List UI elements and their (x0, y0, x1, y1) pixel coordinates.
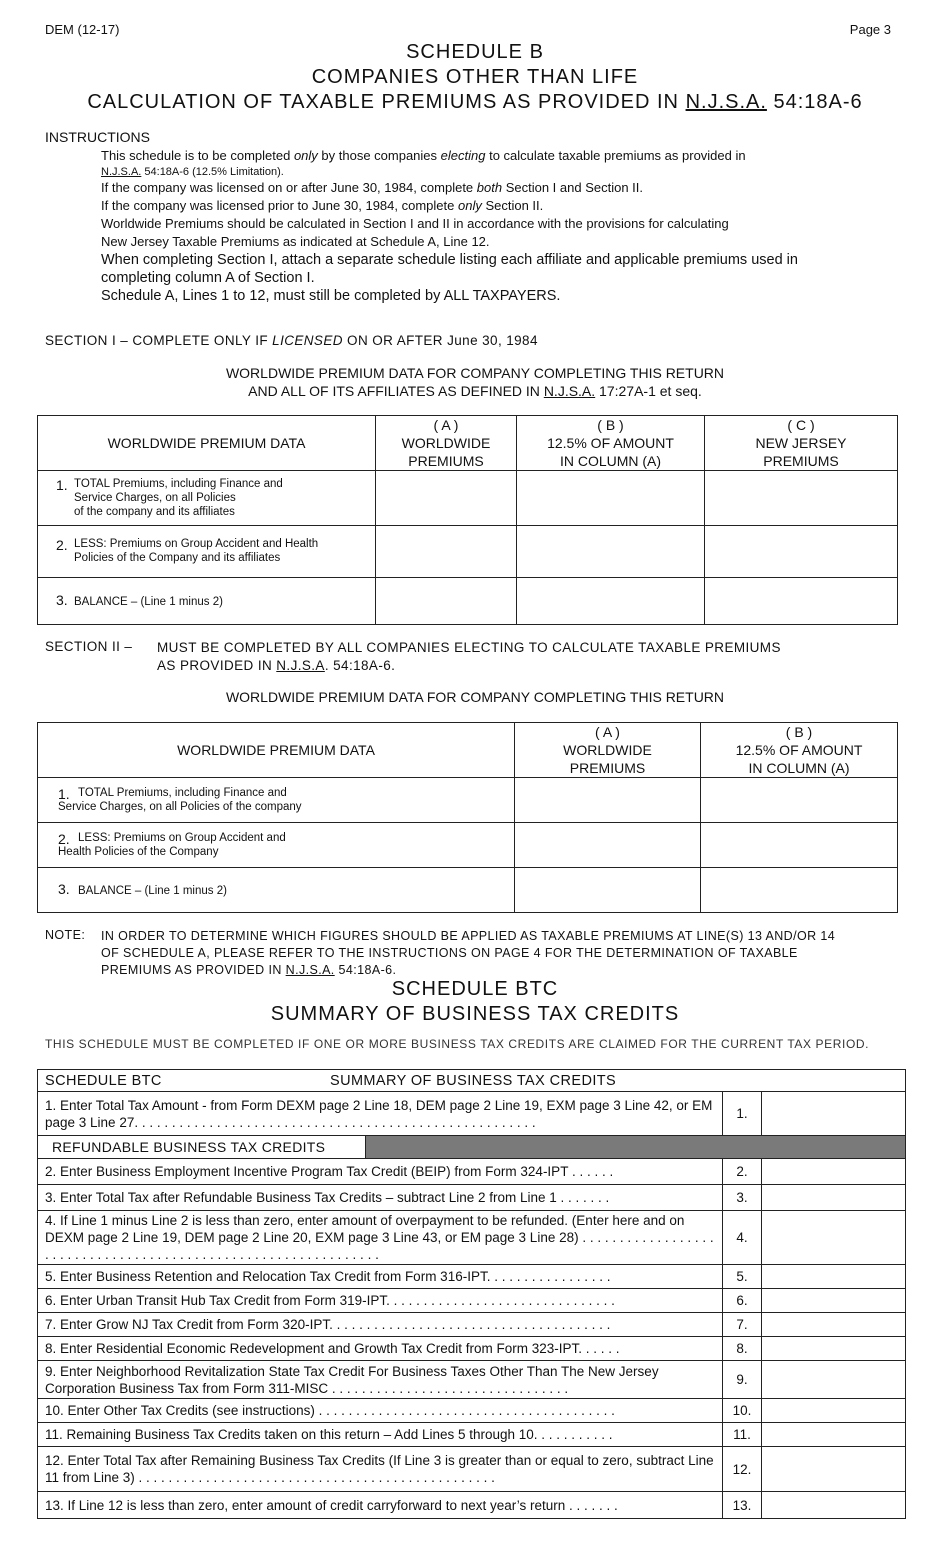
btc-table-header: SCHEDULE BTC SUMMARY OF BUSINESS TAX CREDITS (38, 1070, 906, 1092)
btc-intro: THIS SCHEDULE MUST BE COMPLETED IF ONE OR MORE BUSINESS TAX CREDITS ARE CLAIMED FOR THE CURRENT TAX PERIOD. (45, 1037, 870, 1051)
btc-line-text: 3. Enter Total Tax after Refundable Business Tax Credits – subtract Line 2 from Line 1 . . . . . . . (38, 1185, 723, 1211)
table-row (38, 1492, 906, 1519)
btc-line-number: 3. (723, 1185, 762, 1211)
table-row (38, 868, 898, 913)
amount-input[interactable] (762, 1447, 906, 1492)
schedule-title: SCHEDULE B (406, 41, 544, 63)
row-label: 2. LESS: Premiums on Group Accident and Health Policies of the Company and its affiliates (38, 526, 376, 578)
btc-line-text: 9. Enter Neighborhood Revitalization State Tax Credit For Business Taxes Other Than The New Jersey Corporation Business Tax from Form 311-MISC . . . . . . . . . . . . . . . . . . . . . . . . . . . . . . . . (38, 1361, 723, 1399)
table-row (38, 1447, 906, 1492)
btc-line-text: 2. Enter Business Employment Incentive Program Tax Credit (BEIP) from Form 324-IPT . . . . . . (38, 1159, 723, 1185)
btc-line-text: 12. Enter Total Tax after Remaining Business Tax Credits (If Line 3 is greater than or equal to zero, subtract Line 11 from Line 3) . . . . . . . . . . . . . . . . . . . . . . . . . . . . . . . . . . . . . . . . . . . . . . . . (38, 1447, 723, 1492)
table-row (38, 1313, 906, 1337)
amount-input[interactable] (705, 526, 898, 578)
amount-input[interactable] (762, 1492, 906, 1519)
amount-input[interactable] (701, 778, 898, 823)
btc-line-text: 5. Enter Business Retention and Relocation Tax Credit from Form 316-IPT. . . . . . . . . . . . . . . . . (38, 1265, 723, 1289)
amount-input[interactable] (517, 578, 705, 625)
instructions-heading: INSTRUCTIONS (45, 129, 150, 145)
section2-subtitle: WORLDWIDE PREMIUM DATA FOR COMPANY COMPLETING THIS RETURN (225, 689, 725, 705)
btc-line-number: 13. (723, 1492, 762, 1519)
schedule-subtitle: COMPANIES OTHER THAN LIFE (311, 66, 639, 88)
amount-input[interactable] (515, 778, 701, 823)
table-row (38, 1265, 906, 1289)
btc-line-text: 7. Enter Grow NJ Tax Credit from Form 320-IPT. . . . . . . . . . . . . . . . . . . . . . . . . . . . . . . . . . . . . . (38, 1313, 723, 1337)
table-row (38, 578, 898, 625)
table-row (38, 1211, 906, 1265)
calculation-title: CALCULATION OF TAXABLE PREMIUMS AS PROVIDED IN N.J.S.A. 54:18A-6 (87, 91, 863, 113)
section1-col-a-header: ( A ) WORLDWIDE PREMIUMS (376, 416, 517, 471)
amount-input[interactable] (376, 578, 517, 625)
amount-input[interactable] (762, 1185, 906, 1211)
section1-subtitle-2: AND ALL OF ITS AFFILIATES AS DEFINED IN N.J.S.A. 17:27A-1 et seq. (248, 383, 702, 399)
amount-input[interactable] (762, 1211, 906, 1265)
section2-col-a-header: ( A ) WORLDWIDE PREMIUMS (515, 723, 701, 778)
btc-line-number: 9. (723, 1361, 762, 1399)
amount-input[interactable] (762, 1265, 906, 1289)
table-row (38, 1185, 906, 1211)
btc-line-number: 5. (723, 1265, 762, 1289)
form-id: DEM (12-17) (45, 22, 120, 37)
btc-line-number: 6. (723, 1289, 762, 1313)
note-text: IN ORDER TO DETERMINE WHICH FIGURES SHOULD BE APPLIED AS TAXABLE PREMIUMS AT LINE(S) 13 AND/OR 14 OF SCHEDULE A, PLEASE REFER TO THE INSTRUCTIONS ON PAGE 4 FOR THE DETERMINATION OF TAXABLE PREMIUMS AS PROVIDED IN N.J.S.A. 54:18A-6. (101, 929, 836, 977)
section2-heading-label: SECTION II – (45, 639, 133, 654)
amount-input[interactable] (762, 1313, 906, 1337)
table-row (38, 1289, 906, 1313)
note-label: NOTE: (45, 928, 86, 942)
section1-table (37, 415, 898, 625)
btc-table (37, 1069, 906, 1519)
btc-line-number: 2. (723, 1159, 762, 1185)
btc-line-number: 4. (723, 1211, 762, 1265)
amount-input[interactable] (762, 1361, 906, 1399)
amount-input[interactable] (705, 471, 898, 526)
table-row (38, 1159, 906, 1185)
btc-line-number: 10. (723, 1399, 762, 1423)
amount-input[interactable] (376, 471, 517, 526)
btc-line-text: 4. If Line 1 minus Line 2 is less than zero, enter amount of overpayment to be refunded. (Enter here and on DEXM page 2 Line 19, DEM page 2 Line 20, EXM page 3 Line 43, or EM page 3 Line 28) . . . . . . . . . . . . . . . . . . . . . . . . . . . . . . . . . . . . . . . . . . . . . . . . . . . . . . . . . . . . . . . (38, 1211, 723, 1265)
amount-input[interactable] (701, 868, 898, 913)
btc-line-text: 10. Enter Other Tax Credits (see instructions) . . . . . . . . . . . . . . . . . . . . . . . . . . . . . . . . . . . . . . . . (38, 1399, 723, 1423)
table-row (38, 823, 898, 868)
section1-col-b-header: ( B ) 12.5% OF AMOUNT IN COLUMN (A) (517, 416, 705, 471)
amount-input[interactable] (762, 1399, 906, 1423)
section2-col-b-header: ( B ) 12.5% OF AMOUNT IN COLUMN (A) (701, 723, 898, 778)
table-row (38, 1337, 906, 1361)
amount-input[interactable] (517, 526, 705, 578)
amount-input[interactable] (517, 471, 705, 526)
btc-line-text: 6. Enter Urban Transit Hub Tax Credit from Form 319-IPT. . . . . . . . . . . . . . . . . . . . . . . . . . . . . . . (38, 1289, 723, 1313)
btc-title: SCHEDULE BTC (391, 978, 559, 1000)
btc-line-number: 1. (723, 1092, 762, 1136)
amount-input[interactable] (762, 1092, 906, 1136)
amount-input[interactable] (701, 823, 898, 868)
section1-heading: SECTION I – COMPLETE ONLY IF LICENSED ON OR AFTER June 30, 1984 (45, 333, 538, 348)
instructions-body: This schedule is to be completed only by those companies electing to calculate taxable premiums as provided in N.J.S.A. 54:18A-6 (12.5% Limitation). If the company was licensed on or after June 30, 1984, complete both Section I and Section II. If the company was licensed prior to June 30, 1984, complete only Section II. Worldwide Premiums should be calculated in Section I and II in accordance with the provisions for calculating New Jersey Taxable Premiums as indicated at Schedule A, Line 12. When completing Section I, attach a separate schedule listing each affiliate and applicable premiums used in completing column A of Section I. Schedule A, Lines 1 to 12, must still be completed by ALL TAXPAYERS. (101, 148, 798, 304)
table-row (38, 526, 898, 578)
table-row (38, 1361, 906, 1399)
section2-heading: MUST BE COMPLETED BY ALL COMPANIES ELECTING TO CALCULATE TAXABLE PREMIUMS AS PROVIDED IN N.J.S.A. 54:18A-6. (157, 640, 781, 673)
section2-col-label: WORLDWIDE PREMIUM DATA (38, 723, 515, 778)
page-number: Page 3 (849, 22, 891, 37)
btc-line-number: 8. (723, 1337, 762, 1361)
amount-input[interactable] (515, 868, 701, 913)
amount-input[interactable] (762, 1159, 906, 1185)
row-label: 1. TOTAL Premiums, including Finance and Service Charges, on all Policies of the company and its affiliates (38, 471, 376, 526)
btc-subtitle: SUMMARY OF BUSINESS TAX CREDITS (270, 1003, 680, 1025)
amount-input[interactable] (705, 578, 898, 625)
table-row (38, 1423, 906, 1447)
section1-col-label: WORLDWIDE PREMIUM DATA (38, 416, 376, 471)
row-label: 3. BALANCE – (Line 1 minus 2) (38, 868, 515, 913)
section2-table (37, 722, 898, 913)
amount-input[interactable] (515, 823, 701, 868)
btc-line-text: 13. If Line 12 is less than zero, enter amount of credit carryforward to next year’s return . . . . . . . (38, 1492, 723, 1519)
table-row (38, 1399, 906, 1423)
row-label: 1. TOTAL Premiums, including Finance and Service Charges, on all Policies of the company (38, 778, 515, 823)
btc-line-number: 11. (723, 1423, 762, 1447)
btc-line-text: 1. Enter Total Tax Amount - from Form DEXM page 2 Line 18, DEM page 2 Line 19, EXM page 3 Line 42, or EM page 3 Line 27. . . . . . . . . . . . . . . . . . . . . . . . . . . . . . . . . . . . . . . . . . . . . . . . . . . . . . (38, 1092, 723, 1136)
row-label: 3. BALANCE – (Line 1 minus 2) (38, 578, 376, 625)
section1-subtitle-1: WORLDWIDE PREMIUM DATA FOR COMPANY COMPLETING THIS RETURN (225, 365, 725, 381)
amount-input[interactable] (762, 1289, 906, 1313)
table-row (38, 778, 898, 823)
refundable-header: REFUNDABLE BUSINESS TAX CREDITS (38, 1136, 906, 1159)
table-row (38, 471, 898, 526)
btc-line-text: 8. Enter Residential Economic Redevelopment and Growth Tax Credit from Form 323-IPT. . . . . . (38, 1337, 723, 1361)
section1-col-c-header: ( C ) NEW JERSEY PREMIUMS (705, 416, 898, 471)
btc-line-number: 12. (723, 1447, 762, 1492)
amount-input[interactable] (762, 1337, 906, 1361)
btc-line-text: 11. Remaining Business Tax Credits taken on this return – Add Lines 5 through 10. . . . . . . . . . . (38, 1423, 723, 1447)
row-label: 2. LESS: Premiums on Group Accident and Health Policies of the Company (38, 823, 515, 868)
amount-input[interactable] (376, 526, 517, 578)
btc-line-number: 7. (723, 1313, 762, 1337)
amount-input[interactable] (762, 1423, 906, 1447)
table-row (38, 1092, 906, 1136)
